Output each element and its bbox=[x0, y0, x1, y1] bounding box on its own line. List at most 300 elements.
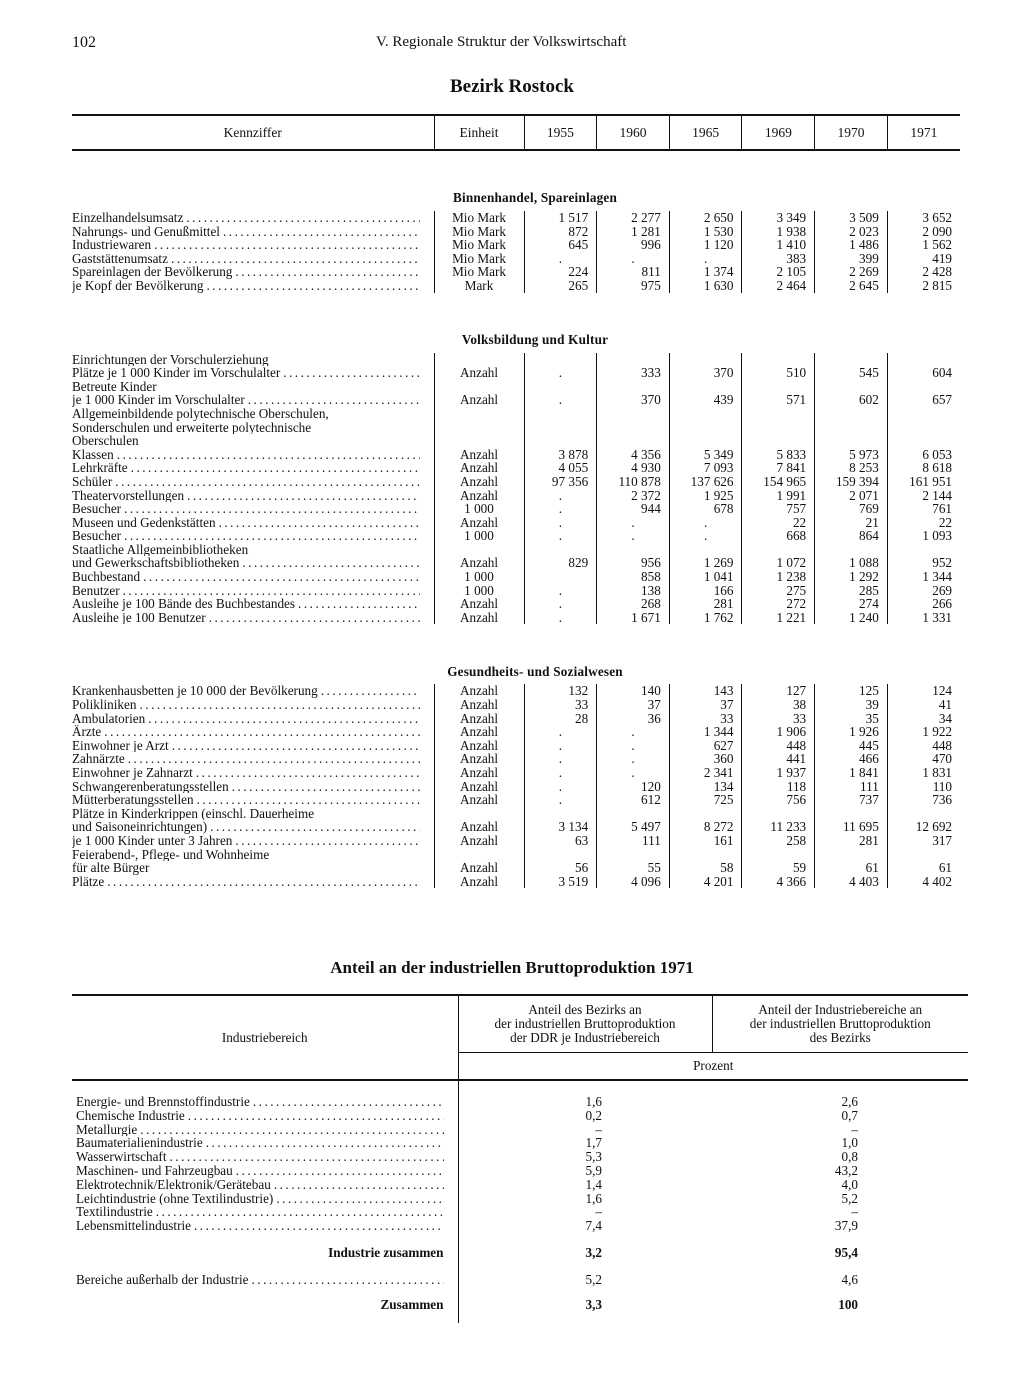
table-row bbox=[72, 211, 960, 225]
table-row bbox=[72, 434, 960, 448]
share-row-label bbox=[72, 1123, 458, 1137]
share-value-district: 3,3 bbox=[585, 1297, 602, 1312]
value-cell: . bbox=[524, 766, 597, 780]
share-value-branch: – bbox=[851, 1122, 858, 1137]
leader-dots bbox=[115, 475, 419, 489]
unit-cell: Mio Mark bbox=[434, 252, 524, 266]
table-row bbox=[72, 597, 960, 611]
value-cell: 1 041 bbox=[669, 570, 742, 584]
row-label bbox=[72, 543, 434, 557]
share-value-branch: 95,4 bbox=[834, 1245, 858, 1260]
value-cell: . bbox=[524, 780, 597, 794]
spacer-cell bbox=[712, 1080, 968, 1095]
value-cell: 858 bbox=[597, 570, 670, 584]
value-cell: 383 bbox=[742, 252, 815, 266]
value-cell: 37 bbox=[597, 698, 670, 712]
unit-cell: Anzahl bbox=[434, 725, 524, 739]
spacer-cell bbox=[458, 1080, 712, 1095]
value-cell: 510 bbox=[742, 366, 815, 380]
value-cell: 97 356 bbox=[524, 475, 597, 489]
value-cell: 1 630 bbox=[669, 279, 742, 293]
value-cell: 761 bbox=[887, 502, 960, 516]
table-row bbox=[72, 570, 960, 584]
value-cell: 1 831 bbox=[887, 766, 960, 780]
value-cell: 272 bbox=[742, 597, 815, 611]
value-cell: 2 464 bbox=[742, 279, 815, 293]
share-row-label bbox=[72, 1219, 458, 1233]
value-cell: 5 833 bbox=[742, 448, 815, 462]
share-row bbox=[72, 1273, 968, 1287]
row-label-text: Krankenhausbetten je 10 000 der Bevölkerung bbox=[72, 684, 318, 699]
value-cell: 1 240 bbox=[815, 611, 888, 625]
value-cell: 134 bbox=[669, 780, 742, 794]
table-row bbox=[72, 475, 960, 489]
header-line: Anteil des Bezirks an bbox=[528, 1002, 642, 1018]
unit-cell: Mio Mark bbox=[434, 265, 524, 279]
value-cell: 58 bbox=[669, 861, 742, 875]
share-label-text: Elektrotechnik/Elektronik/Gerätebau bbox=[76, 1177, 271, 1192]
value-cell bbox=[815, 407, 888, 421]
leader-dots bbox=[186, 211, 419, 225]
unit-cell: Anzahl bbox=[434, 684, 524, 698]
row-label bbox=[72, 407, 434, 421]
value-cell: . bbox=[597, 752, 670, 766]
row-label bbox=[72, 752, 434, 766]
value-cell: 268 bbox=[597, 597, 670, 611]
row-label-text: Ausleihe je 100 Benutzer bbox=[72, 610, 206, 625]
value-cell: 269 bbox=[887, 584, 960, 598]
unit-cell: Anzahl bbox=[434, 793, 524, 807]
value-cell: 22 bbox=[742, 516, 815, 530]
table-row bbox=[72, 793, 960, 807]
leader-dots bbox=[156, 1205, 444, 1219]
header-line: der DDR je Industriebereich bbox=[510, 1029, 660, 1045]
share-row bbox=[72, 1298, 968, 1312]
unit-cell: 1 000 bbox=[434, 584, 524, 598]
value-cell: . bbox=[524, 529, 597, 543]
share-spacer-row bbox=[72, 1287, 968, 1298]
value-cell: 266 bbox=[887, 597, 960, 611]
value-cell: 668 bbox=[742, 529, 815, 543]
value-cell bbox=[669, 434, 742, 448]
row-label bbox=[72, 475, 434, 489]
row-label bbox=[72, 875, 434, 889]
value-cell: 1 517 bbox=[524, 211, 597, 225]
leader-dots bbox=[107, 875, 419, 889]
value-cell bbox=[597, 543, 670, 557]
value-cell: 11 695 bbox=[815, 820, 888, 834]
unit-cell: Anzahl bbox=[434, 366, 524, 380]
spacer-cell bbox=[712, 1311, 968, 1323]
value-cell: 645 bbox=[524, 238, 597, 252]
row-label-text: Allgemeinbildende polytechnische Oberschulen, bbox=[72, 406, 329, 421]
value-cell bbox=[524, 380, 597, 394]
table-row bbox=[72, 820, 960, 834]
spacer-cell bbox=[458, 1233, 712, 1246]
value-cell: 3 878 bbox=[524, 448, 597, 462]
value-cell: 1 486 bbox=[815, 238, 888, 252]
header-line: des Bezirks bbox=[809, 1029, 871, 1045]
value-cell bbox=[887, 353, 960, 367]
share-value-district: 5,9 bbox=[585, 1163, 602, 1178]
value-cell: . bbox=[524, 252, 597, 266]
value-cell: 736 bbox=[887, 793, 960, 807]
share-label-text: Leichtindustrie (ohne Textilindustrie) bbox=[76, 1191, 274, 1206]
value-cell: 2 645 bbox=[815, 279, 888, 293]
row-label bbox=[72, 793, 434, 807]
leader-dots bbox=[253, 1095, 444, 1109]
value-cell: 1 671 bbox=[597, 611, 670, 625]
value-cell bbox=[669, 380, 742, 394]
row-label bbox=[72, 353, 434, 367]
running-head: V. Regionale Struktur der Volkswirtschaft bbox=[376, 34, 627, 50]
row-label bbox=[72, 421, 434, 435]
share-row-label bbox=[72, 1109, 458, 1123]
row-label-text: Staatliche Allgemeinbibliotheken bbox=[72, 542, 249, 557]
unit-cell: Anzahl bbox=[434, 820, 524, 834]
share-row-label: Zusammen bbox=[72, 1298, 458, 1312]
value-cell: . bbox=[669, 529, 742, 543]
unit-cell bbox=[434, 421, 524, 435]
value-cell bbox=[669, 407, 742, 421]
unit-cell: Anzahl bbox=[434, 461, 524, 475]
row-label-text: Ausleihe je 100 Bände des Buchbestandes bbox=[72, 597, 296, 611]
leader-dots bbox=[206, 1136, 444, 1150]
leader-dots bbox=[123, 584, 420, 598]
value-cell: 2 269 bbox=[815, 265, 888, 279]
unit-cell: Anzahl bbox=[434, 712, 524, 726]
value-cell: . bbox=[524, 584, 597, 598]
value-cell bbox=[524, 807, 597, 821]
value-cell: 975 bbox=[597, 279, 670, 293]
value-cell: 1 292 bbox=[815, 570, 888, 584]
value-cell: 1 374 bbox=[669, 265, 742, 279]
share-value-district: 0,2 bbox=[585, 1108, 602, 1123]
share-row-label bbox=[72, 1095, 458, 1109]
leader-dots bbox=[139, 698, 419, 712]
share-row bbox=[72, 1164, 968, 1178]
share-value-district: 1,6 bbox=[585, 1191, 602, 1206]
leader-dots bbox=[187, 489, 419, 503]
value-cell: 1 762 bbox=[669, 611, 742, 625]
share-label-text: Lebensmittelindustrie bbox=[76, 1219, 191, 1233]
leader-dots bbox=[232, 780, 420, 794]
leader-dots bbox=[148, 712, 419, 726]
row-label-text: je Kopf der Bevölkerung bbox=[72, 278, 204, 293]
row-label bbox=[72, 861, 434, 875]
value-cell: 448 bbox=[887, 739, 960, 753]
value-cell: 2 428 bbox=[887, 265, 960, 279]
section-heading: Gesundheits- und Sozialwesen bbox=[447, 663, 623, 679]
share-value-district: 1,7 bbox=[585, 1136, 602, 1151]
value-cell: 161 bbox=[669, 834, 742, 848]
row-label-text: Schüler bbox=[72, 474, 113, 489]
value-cell: 1 120 bbox=[669, 238, 742, 252]
row-label-text: Einrichtungen der Vorschulerziehung bbox=[72, 352, 269, 367]
leader-dots bbox=[283, 366, 419, 380]
value-cell: 275 bbox=[742, 584, 815, 598]
row-label bbox=[72, 766, 434, 780]
value-cell: 445 bbox=[815, 739, 888, 753]
value-cell bbox=[524, 421, 597, 435]
section-heading: Binnenhandel, Spareinlagen bbox=[453, 190, 617, 206]
row-label bbox=[72, 434, 434, 448]
unit-cell bbox=[434, 353, 524, 367]
value-cell bbox=[597, 848, 670, 862]
leader-dots bbox=[104, 725, 419, 739]
share-value-district: – bbox=[595, 1205, 602, 1220]
row-label bbox=[72, 597, 434, 611]
value-cell bbox=[597, 380, 670, 394]
value-cell bbox=[597, 421, 670, 435]
value-cell: 466 bbox=[815, 752, 888, 766]
value-cell: 166 bbox=[669, 584, 742, 598]
value-cell: 3 509 bbox=[815, 211, 888, 225]
value-cell: 33 bbox=[669, 712, 742, 726]
row-label bbox=[72, 380, 434, 394]
unit-cell: Anzahl bbox=[434, 766, 524, 780]
leader-dots bbox=[124, 502, 419, 516]
value-cell bbox=[887, 421, 960, 435]
share-row bbox=[72, 1219, 968, 1233]
value-cell: 1 925 bbox=[669, 489, 742, 503]
value-cell bbox=[742, 407, 815, 421]
value-cell: 1 331 bbox=[887, 611, 960, 625]
value-cell: 3 134 bbox=[524, 820, 597, 834]
table-row bbox=[72, 353, 960, 367]
value-cell: 725 bbox=[669, 793, 742, 807]
leader-dots bbox=[128, 752, 420, 766]
value-cell: 258 bbox=[742, 834, 815, 848]
leader-dots bbox=[210, 820, 419, 834]
row-label-text: Benutzer bbox=[72, 583, 120, 598]
value-cell: 370 bbox=[669, 366, 742, 380]
unit-cell: 1 000 bbox=[434, 570, 524, 584]
share-label-text: Chemische Industrie bbox=[76, 1108, 185, 1123]
share-value-branch: 2,6 bbox=[841, 1095, 858, 1109]
share-row bbox=[72, 1192, 968, 1206]
share-row bbox=[72, 1109, 968, 1123]
value-cell: 265 bbox=[524, 279, 597, 293]
value-cell: 1 072 bbox=[742, 556, 815, 570]
value-cell: 1 562 bbox=[887, 238, 960, 252]
value-cell: 419 bbox=[887, 252, 960, 266]
value-cell bbox=[887, 543, 960, 557]
value-cell: 448 bbox=[742, 739, 815, 753]
row-label bbox=[72, 238, 434, 252]
value-cell: 1 221 bbox=[742, 611, 815, 625]
header-year: 1960 bbox=[597, 115, 670, 150]
leader-dots bbox=[321, 684, 420, 698]
share-value-district: 5,3 bbox=[585, 1150, 602, 1164]
value-cell: 864 bbox=[815, 529, 888, 543]
value-cell: 56 bbox=[524, 861, 597, 875]
table-row bbox=[72, 725, 960, 739]
row-label-text: Feierabend-, Pflege- und Wohnheime bbox=[72, 847, 270, 862]
row-label-text: für alte Bürger bbox=[72, 861, 150, 875]
share-value-branch: 4,6 bbox=[841, 1272, 858, 1287]
value-cell: 4 055 bbox=[524, 461, 597, 475]
value-cell: 4 366 bbox=[742, 875, 815, 889]
value-cell bbox=[815, 353, 888, 367]
row-label bbox=[72, 461, 434, 475]
row-label-text: Industriewaren bbox=[72, 238, 152, 252]
spacer-cell bbox=[712, 1260, 968, 1273]
value-cell: . bbox=[524, 502, 597, 516]
row-label-text: Museen und Gedenkstätten bbox=[72, 515, 216, 530]
value-cell: 756 bbox=[742, 793, 815, 807]
value-cell: 811 bbox=[597, 265, 670, 279]
value-cell bbox=[524, 543, 597, 557]
value-cell: 33 bbox=[524, 698, 597, 712]
leader-dots bbox=[248, 393, 420, 407]
value-cell: 996 bbox=[597, 238, 670, 252]
leader-dots bbox=[223, 225, 420, 239]
value-cell bbox=[815, 848, 888, 862]
value-cell: 154 965 bbox=[742, 475, 815, 489]
spacer-cell bbox=[72, 1260, 458, 1273]
spacer-cell bbox=[458, 1260, 712, 1273]
page-number: 102 bbox=[72, 34, 96, 51]
value-cell: 125 bbox=[815, 684, 888, 698]
value-cell: . bbox=[597, 766, 670, 780]
value-cell bbox=[815, 807, 888, 821]
unit-cell: 1 000 bbox=[434, 529, 524, 543]
row-label bbox=[72, 225, 434, 239]
value-cell: 317 bbox=[887, 834, 960, 848]
leader-dots bbox=[298, 597, 419, 611]
value-cell: . bbox=[524, 366, 597, 380]
value-cell: 61 bbox=[815, 861, 888, 875]
share-value-district: 1,4 bbox=[585, 1177, 602, 1192]
unit-cell bbox=[434, 848, 524, 862]
value-cell: 602 bbox=[815, 393, 888, 407]
share-label-text: Baumaterialienindustrie bbox=[76, 1136, 203, 1151]
table-row bbox=[72, 461, 960, 475]
header-line: der industriellen Bruttoproduktion bbox=[494, 1016, 676, 1032]
row-label bbox=[72, 502, 434, 516]
value-cell: 159 394 bbox=[815, 475, 888, 489]
table-row bbox=[72, 875, 960, 889]
table-row bbox=[72, 834, 960, 848]
row-label bbox=[72, 489, 434, 503]
value-cell bbox=[742, 353, 815, 367]
value-cell: . bbox=[597, 529, 670, 543]
table-row bbox=[72, 489, 960, 503]
value-cell bbox=[597, 434, 670, 448]
statistics-table-body bbox=[72, 150, 960, 888]
share-value-branch: 43,2 bbox=[834, 1163, 858, 1178]
table-row bbox=[72, 807, 960, 821]
value-cell: 33 bbox=[742, 712, 815, 726]
value-cell: 1 841 bbox=[815, 766, 888, 780]
share-value-district: 1,6 bbox=[585, 1095, 602, 1109]
value-cell: 1 088 bbox=[815, 556, 888, 570]
unit-cell: Anzahl bbox=[434, 780, 524, 794]
value-cell: . bbox=[524, 611, 597, 625]
row-label-text: Ärzte bbox=[72, 725, 102, 739]
value-cell: 38 bbox=[742, 698, 815, 712]
unit-cell: Anzahl bbox=[434, 393, 524, 407]
header-year: 1970 bbox=[815, 115, 888, 150]
table-row bbox=[72, 848, 960, 862]
value-cell: 4 930 bbox=[597, 461, 670, 475]
row-label-text: Besucher bbox=[72, 502, 122, 516]
value-cell bbox=[742, 807, 815, 821]
row-label-text: Plätze je 1 000 Kinder im Vorschulalter bbox=[72, 366, 281, 380]
row-label bbox=[72, 739, 434, 753]
table-row bbox=[72, 780, 960, 794]
spacer-cell bbox=[72, 1080, 458, 1095]
section-heading-row bbox=[72, 624, 960, 684]
share-row-label bbox=[72, 1273, 458, 1287]
header-kennziffer: Kennziffer bbox=[72, 115, 434, 150]
section-heading: Volksbildung und Kultur bbox=[461, 331, 609, 347]
value-cell: 118 bbox=[742, 780, 815, 794]
value-cell: . bbox=[669, 516, 742, 530]
value-cell: 28 bbox=[524, 712, 597, 726]
table-row bbox=[72, 611, 960, 625]
statistics-table bbox=[72, 114, 960, 888]
spacer-cell bbox=[72, 1287, 458, 1298]
row-label bbox=[72, 584, 434, 598]
value-cell: . bbox=[524, 793, 597, 807]
row-label-text: Ambulatorien bbox=[72, 711, 146, 726]
value-cell: 1 410 bbox=[742, 238, 815, 252]
table-row bbox=[72, 448, 960, 462]
value-cell: 2 372 bbox=[597, 489, 670, 503]
value-cell: 132 bbox=[524, 684, 597, 698]
unit-cell: Mio Mark bbox=[434, 225, 524, 239]
value-cell: 1 530 bbox=[669, 225, 742, 239]
value-cell: 1 937 bbox=[742, 766, 815, 780]
value-cell: 41 bbox=[887, 698, 960, 712]
value-cell: 769 bbox=[815, 502, 888, 516]
value-cell bbox=[815, 380, 888, 394]
value-cell bbox=[887, 807, 960, 821]
value-cell: 4 201 bbox=[669, 875, 742, 889]
row-label-text: Plätze in Kinderkrippen (einschl. Dauerheime bbox=[72, 806, 315, 821]
value-cell bbox=[742, 380, 815, 394]
value-cell: 2 105 bbox=[742, 265, 815, 279]
unit-cell: Anzahl bbox=[434, 448, 524, 462]
row-label bbox=[72, 265, 434, 279]
value-cell: 21 bbox=[815, 516, 888, 530]
table-row bbox=[72, 516, 960, 530]
share-row bbox=[72, 1178, 968, 1192]
spacer-cell bbox=[458, 1287, 712, 1298]
table-row bbox=[72, 752, 960, 766]
value-cell: 8 253 bbox=[815, 461, 888, 475]
share-value-district: 7,4 bbox=[585, 1219, 602, 1233]
value-cell: 8 618 bbox=[887, 461, 960, 475]
value-cell: 8 272 bbox=[669, 820, 742, 834]
leader-dots bbox=[171, 252, 420, 266]
leader-dots bbox=[124, 529, 419, 543]
row-label-text: Betreute Kinder bbox=[72, 379, 157, 394]
unit-cell bbox=[434, 434, 524, 448]
spacer-cell bbox=[72, 1311, 458, 1323]
row-label-text: Plätze bbox=[72, 874, 105, 889]
value-cell: 1 093 bbox=[887, 529, 960, 543]
table-row bbox=[72, 556, 960, 570]
row-label bbox=[72, 725, 434, 739]
row-label-text: und Saisoneinrichtungen) bbox=[72, 820, 208, 834]
value-cell: 627 bbox=[669, 739, 742, 753]
unit-cell: Mio Mark bbox=[434, 211, 524, 225]
unit-cell bbox=[434, 543, 524, 557]
row-label bbox=[72, 807, 434, 821]
